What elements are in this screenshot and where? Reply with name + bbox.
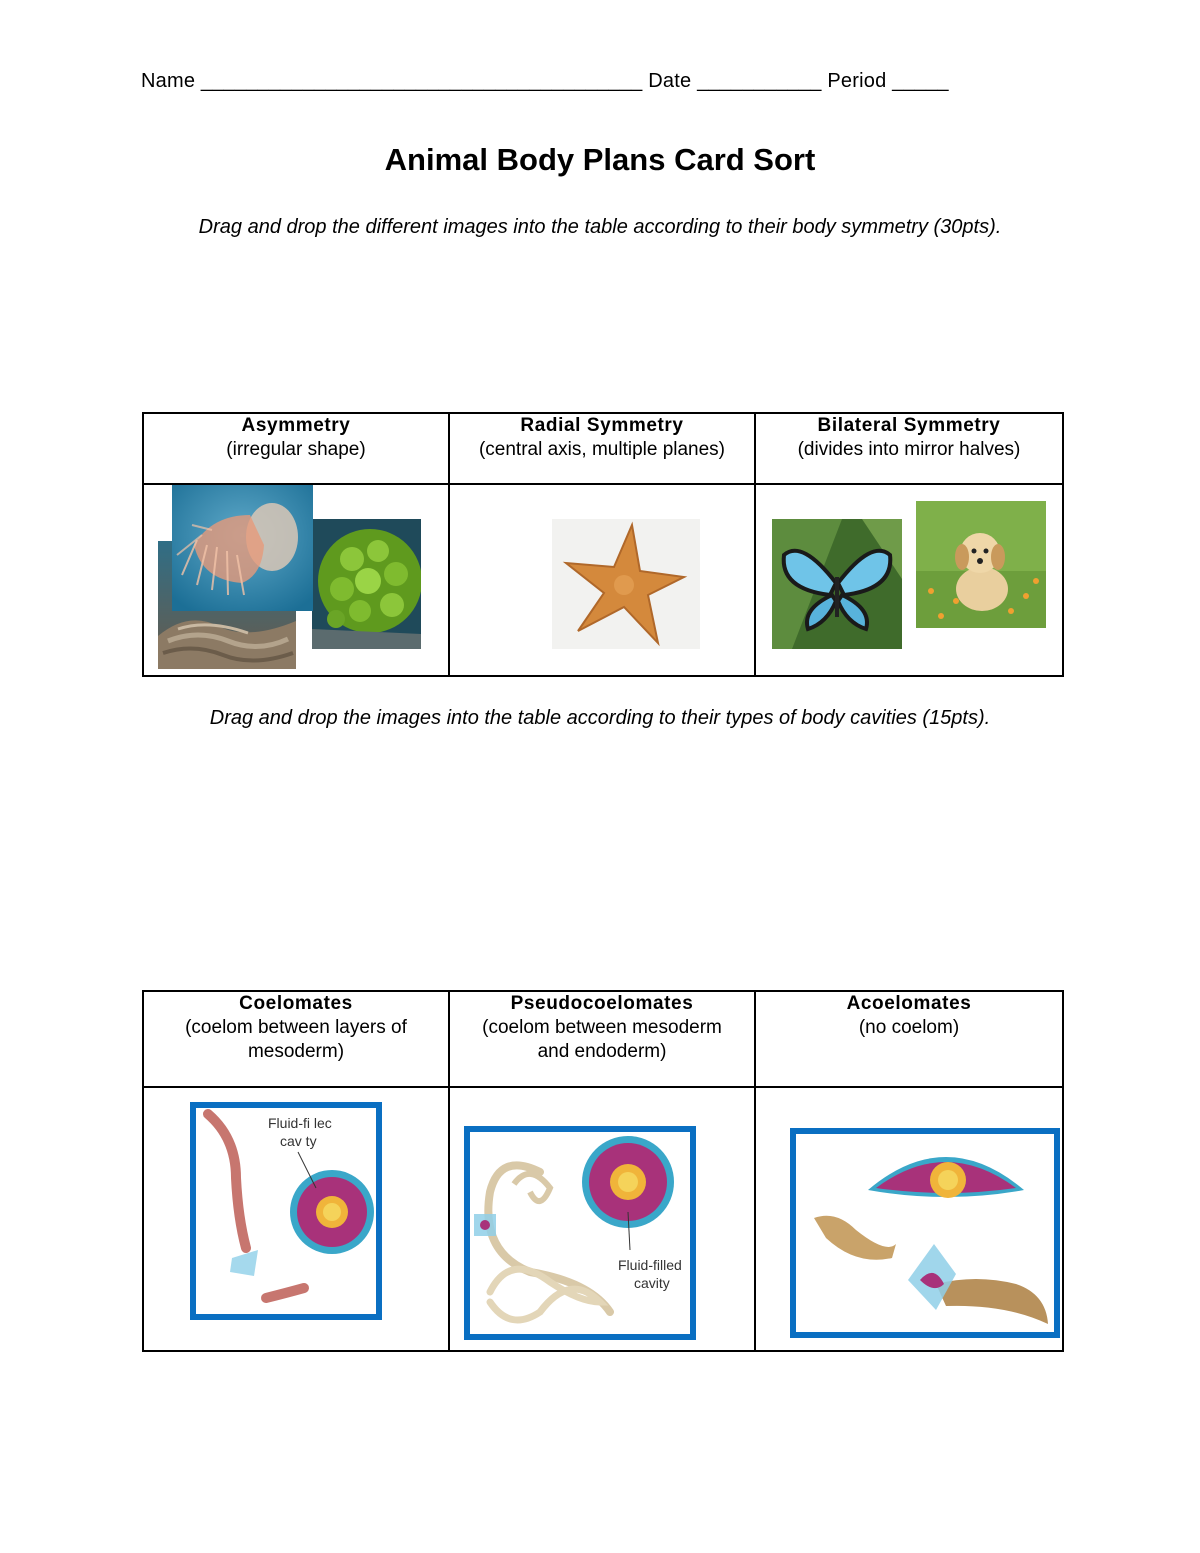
coelomates-title: Coelomates [239, 993, 353, 1014]
symmetry-table [142, 412, 1064, 677]
coral-photo[interactable] [312, 519, 421, 649]
radial-header [449, 413, 755, 484]
symmetry-instruction: Drag and drop the different images into the table according to their body symmetry (30pts). [198, 216, 1002, 238]
acoelomates-subtitle-line1: (no coelom) [858, 1017, 960, 1038]
name-date-period-line[interactable]: Name _______________________________________ Date ___________ Period _____ [141, 70, 949, 92]
coelomate-label-line2: cav ty [280, 1133, 317, 1149]
pseudocoelomates-subtitle-line1: (coelom between mesoderm [482, 1017, 722, 1038]
flatworm-diagram-card[interactable] [790, 1128, 1060, 1338]
coelomates-drop-zone[interactable] [143, 1087, 449, 1351]
pseudocoelomates-header [449, 991, 755, 1087]
puppy-photo[interactable] [916, 501, 1046, 628]
body-cavity-table [142, 990, 1064, 1352]
pseudocoelomates-drop-zone[interactable] [449, 1087, 755, 1351]
asymmetry-title: Asymmetry [241, 415, 351, 436]
acoelomates-title: Acoelomates [846, 993, 972, 1014]
cavity-instruction: Drag and drop the images into the table according to their types of body cavities (15pts). [209, 707, 991, 729]
radial-subtitle: (central axis, multiple planes) [478, 439, 726, 460]
coelomate-label-line1: Fluid-fi lec [268, 1115, 332, 1131]
earthworm-diagram-card[interactable] [190, 1102, 382, 1320]
coelomates-subtitle-line1: (coelom between layers of [185, 1017, 407, 1038]
pseudocoelomates-title: Pseudocoelomates [510, 993, 694, 1014]
radial-title: Radial Symmetry [520, 415, 684, 436]
coelomates-header [143, 991, 449, 1087]
starfish-photo[interactable] [552, 519, 700, 649]
coelomates-subtitle-line2: mesoderm) [247, 1041, 345, 1062]
bilateral-title: Bilateral Symmetry [817, 415, 1001, 436]
page-title: Animal Body Plans Card Sort [384, 142, 816, 177]
asymmetry-drop-zone[interactable] [143, 484, 449, 676]
radial-drop-zone[interactable] [449, 484, 755, 676]
bilateral-header [755, 413, 1063, 484]
butterfly-photo[interactable] [772, 519, 902, 649]
roundworm-diagram-card[interactable] [464, 1126, 696, 1340]
asymmetry-header [143, 413, 449, 484]
jellyfish-photo[interactable] [172, 485, 313, 611]
bilateral-subtitle: (divides into mirror halves) [797, 439, 1021, 460]
pseudo-label-line2: cavity [634, 1275, 670, 1291]
asymmetry-subtitle: (irregular shape) [226, 439, 366, 460]
acoelomates-header [755, 991, 1063, 1087]
bilateral-drop-zone[interactable] [755, 484, 1063, 676]
pseudocoelomates-subtitle-line2: and endoderm) [537, 1041, 667, 1062]
pseudo-label-line1: Fluid-filled [618, 1257, 682, 1273]
acoelomates-drop-zone[interactable] [755, 1087, 1063, 1351]
